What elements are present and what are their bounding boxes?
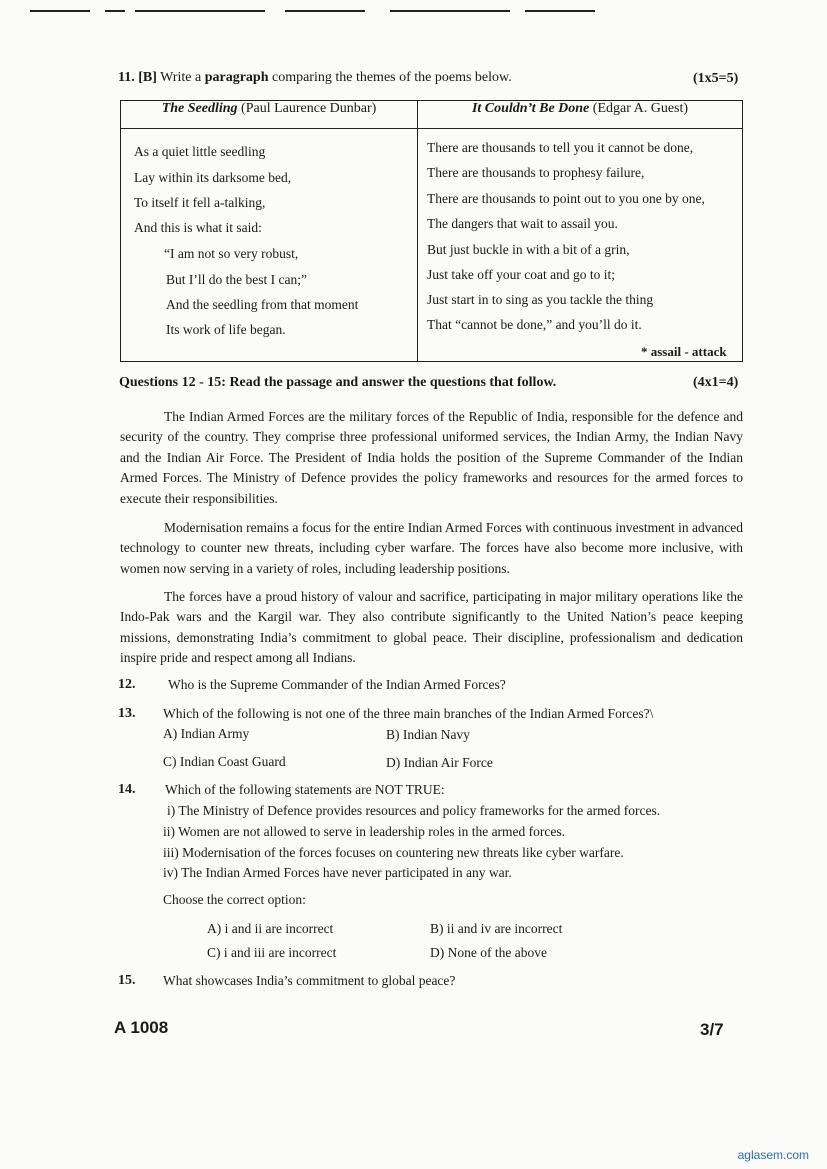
poem2-line: There are thousands to prophesy failure, xyxy=(427,165,645,180)
poem1-line: Its work of life began. xyxy=(166,322,286,337)
poem1-author: (Paul Laurence Dunbar) xyxy=(241,101,377,116)
poem1-line: And the seedling from that moment xyxy=(166,297,359,312)
q13-option-a: A) Indian Army xyxy=(163,726,250,741)
passage-paragraph-1 xyxy=(120,407,743,509)
q13-option-b: B) Indian Navy xyxy=(386,727,470,742)
passage-text-1: The Indian Armed Forces are the military forces of the Republic of India, responsible for the defence and security of the country. They comprise three professional uniformed services, the Indian Army, the Indian Navy and the Indian Air Force. The President of India holds the position of the Supreme Commander of the Indian Armed Forces. The Ministry of Defence provides the policy frameworks and resources for the armed forces to execute their responsibilities. xyxy=(120,409,743,506)
paper-code: A 1008 xyxy=(114,1018,169,1037)
passage-marks: (4x1=4) xyxy=(693,375,739,390)
q14-option-d: D) None of the above xyxy=(430,945,547,960)
q14-choose: Choose the correct option: xyxy=(163,892,306,907)
poem1-line: To itself it fell a-talking, xyxy=(134,195,266,210)
top-rule xyxy=(525,10,595,12)
q11-tag: [B] xyxy=(138,70,157,85)
q11-header xyxy=(118,70,512,86)
poem2-author: (Edgar A. Guest) xyxy=(592,101,689,116)
q11-prompt-pre: Write a xyxy=(160,70,205,85)
poem1-line: “I am not so very robust, xyxy=(164,246,299,261)
q14-option-a: A) i and ii are incorrect xyxy=(207,921,334,936)
top-rule xyxy=(30,10,90,12)
watermark: aglasem.com xyxy=(737,1148,809,1162)
poem1-line: As a quiet little seedling xyxy=(134,144,266,159)
q13-option-c: C) Indian Coast Guard xyxy=(163,754,286,769)
q14-statement-4: iv) The Indian Armed Forces have never participated in any war. xyxy=(163,865,512,880)
q11-marks: (1x5=5) xyxy=(693,71,739,86)
q11-prompt-post: comparing the themes of the poems below. xyxy=(268,70,512,85)
q11-prompt-bold: paragraph xyxy=(204,70,269,85)
q15-number: 15. xyxy=(118,973,136,988)
q14-text: Which of the following statements are NOT TRUE: xyxy=(165,782,445,797)
poem2-line: The dangers that wait to assail you. xyxy=(427,216,618,231)
top-rule xyxy=(135,10,265,12)
poem2-line: Just take off your coat and go to it; xyxy=(427,267,615,282)
q12-number: 12. xyxy=(118,677,136,692)
q14-option-b: B) ii and iv are incorrect xyxy=(430,921,563,936)
poem2-line: There are thousands to tell you it cannot be done, xyxy=(427,140,694,155)
q13-number: 13. xyxy=(118,706,136,721)
q15-text: What showcases India’s commitment to global peace? xyxy=(163,973,456,988)
poem2-footnote: * assail - attack xyxy=(641,344,727,359)
q14-statement-3: iii) Modernisation of the forces focuses on countering new threats like cyber warfare. xyxy=(163,845,624,860)
top-rule xyxy=(390,10,510,12)
poem2-line: But just buckle in with a bit of a grin, xyxy=(427,242,630,257)
q13-option-d: D) Indian Air Force xyxy=(386,755,493,770)
q12-text: Who is the Supreme Commander of the Indian Armed Forces? xyxy=(168,677,506,692)
poem1-line: But I’ll do the best I can;” xyxy=(166,272,307,287)
poem1-line: And this is what it said: xyxy=(134,220,262,235)
passage-paragraph-2 xyxy=(120,518,743,579)
poem2-line: Just start in to sing as you tackle the thing xyxy=(427,292,654,307)
q11-number: 11. xyxy=(118,70,135,85)
poem2-title: It Couldn’t Be Done xyxy=(471,101,590,116)
poem2-line: There are thousands to point out to you one by one, xyxy=(427,191,705,206)
poem1-header xyxy=(121,101,418,129)
poem2-header xyxy=(418,101,743,129)
passage-text-3: The forces have a proud history of valour and sacrifice, participating in major military operations like the Indo-Pak wars and the Kargil war. They also contribute significantly to the United Nation’s peace keeping missions, demonstrating India’s commitment to global peace. Their discipline, professionalism and dedication inspire pride and respect among all Indians. xyxy=(120,589,743,666)
q14-option-c: C) i and iii are incorrect xyxy=(207,945,337,960)
q14-number: 14. xyxy=(118,782,136,797)
q13-text: Which of the following is not one of the three main branches of the Indian Armed Forces?\ xyxy=(163,706,654,721)
page-number: 3/7 xyxy=(700,1020,724,1039)
poem1-title: The Seedling xyxy=(161,101,238,116)
passage-text-2: Modernisation remains a focus for the entire Indian Armed Forces with continuous investment in advanced technology to counter new threats, including cyber warfare. The forces have also become more inclusive, with women now serving in a variety of roles, including leadership positions. xyxy=(120,520,743,576)
q14-statement-2: ii) Women are not allowed to serve in leadership roles in the armed forces. xyxy=(163,824,566,839)
poem1-line: Lay within its darksome bed, xyxy=(134,170,292,185)
top-rule xyxy=(285,10,365,12)
q14-statement-1: i) The Ministry of Defence provides resources and policy frameworks for the armed forces. xyxy=(167,803,661,818)
top-rule xyxy=(105,10,125,12)
poem2-line: That “cannot be done,” and you’ll do it. xyxy=(427,317,642,332)
passage-heading: Questions 12 - 15: Read the passage and answer the questions that follow. xyxy=(119,375,557,390)
passage-paragraph-3 xyxy=(120,587,743,669)
